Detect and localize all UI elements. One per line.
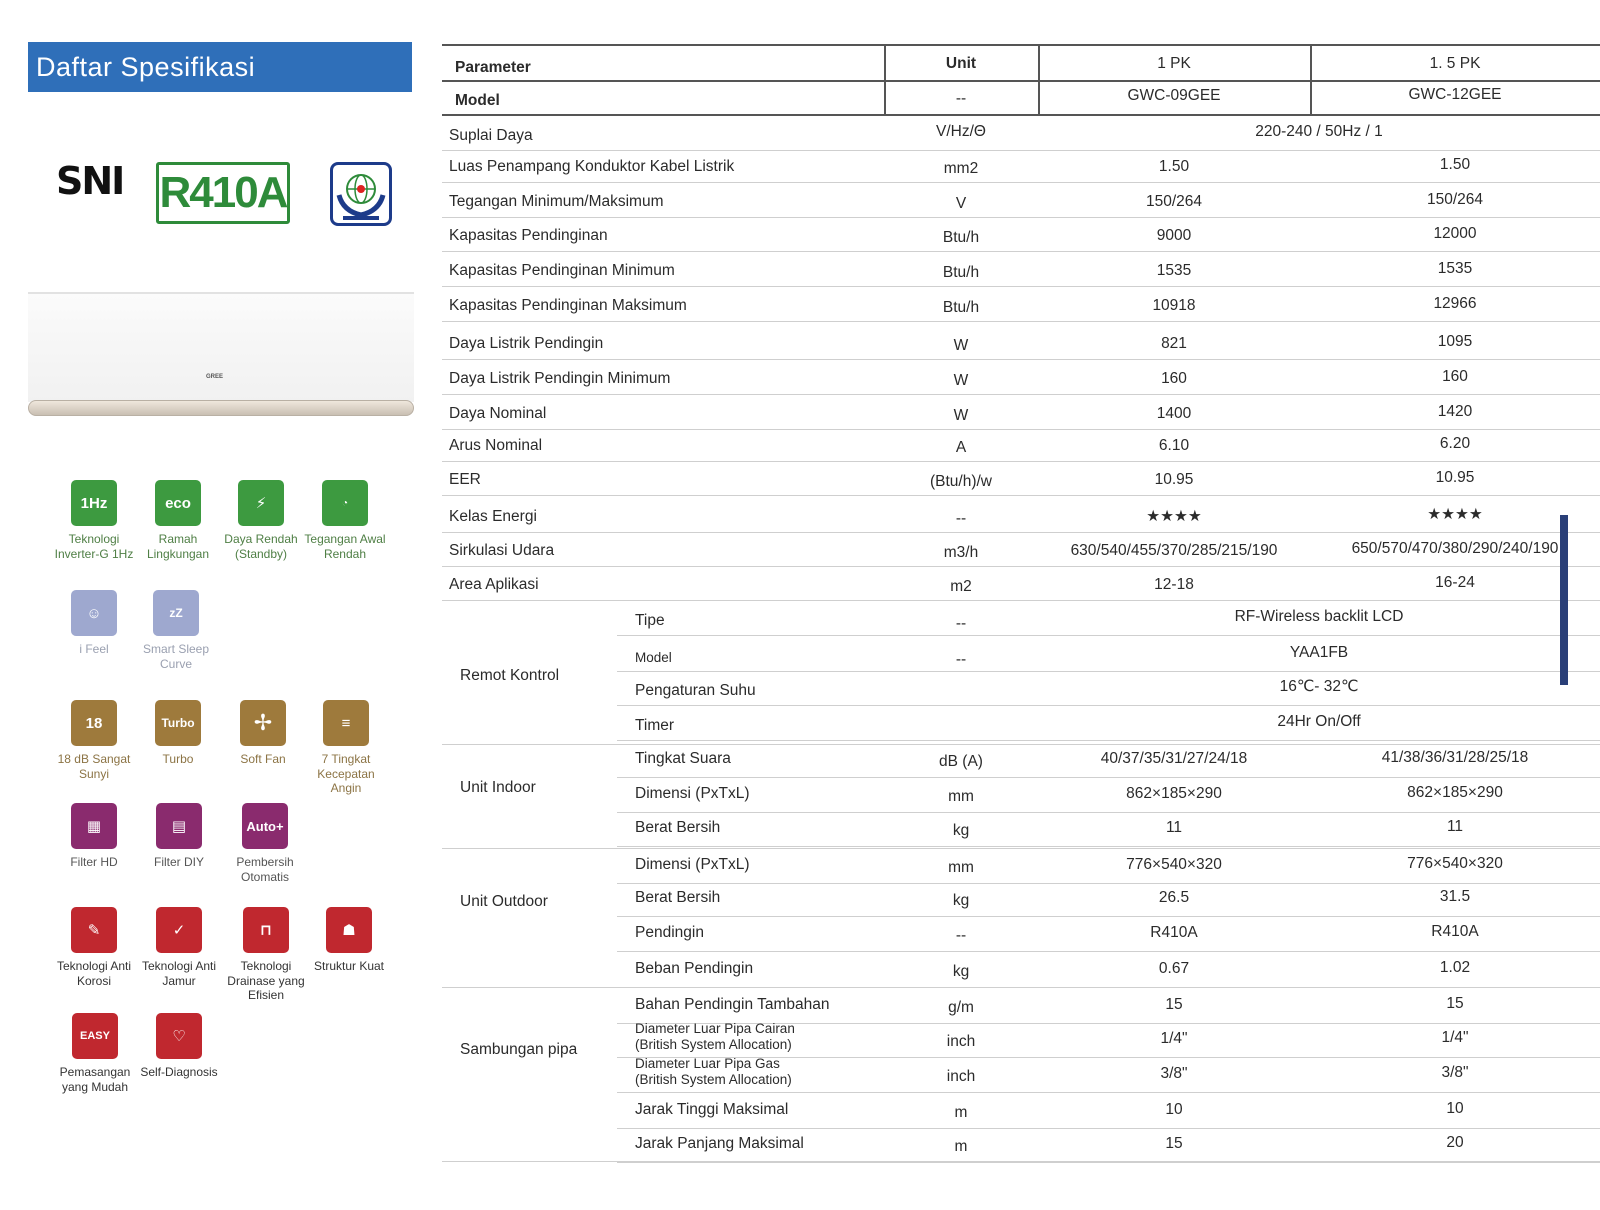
group-remote: Remot Kontrol	[460, 667, 560, 684]
feature-auto-clean: Auto+ Pembersih Otomatis	[223, 803, 307, 884]
spec-table: Parameter Unit 1 PK 1. 5 PK Model -- GWC-09GEE GWC-12GEE Suplai Daya V/Hz/Θ 220-240 / 50Hz / 1 Luas Penampang Konduktor Kabel Listrik mm2 1.50 1.50 Tegangan Minimum/Maksimum V 150/264 150/264 Kapasitas Pendinginan Btu/h 9000 12000 Kapasitas Pendinginan Minimum Btu/h 1535 1535 Kapasitas Pendinginan Maksimum Btu/h 10918 12966 Daya Listrik Pendingin W 821 1095 Daya Listrik Pendingin Minimum W 160 160 Daya Nominal W 1400 1420 Arus Nominal A 6.10 6.20 EER (Btu/h)/w 10.95 10.95 Kelas Energi -- ★★★★ ★★★★ Sirkulasi Udara m3/h 630/540/455/370/285/215/190 650/570/470/380/290/240/190 Area Aplikasi m2 12-18 16-24 Remot Kontrol Unit Indoor Unit Outdoor Sambungan pipa Tipe -- RF-Wireless backlit LCD Model -- YAA1FB Pengaturan Suhu 16℃- 32℃ Timer 24Hr On/Off Tingkat Suara dB (A) 40/37/35/31/27/24/18 41/38/36/31/28/25/18 Dimensi (PxTxL) mm 862×185×290 862×185×290 Berat Bersih kg 11 11 Dimensi (PxTxL) mm 776×540×320 776×540×320 Berat Bersih kg 26.5 31.5 Pendingin -- R410A R410A Beban Pendingin kg 0.67 1.02 Bahan Pendingin Tambahan g/m 15 15 Diameter Luar Pipa Cairan (British System Allocation) inch 1/4" 1/4" Diameter Luar Pipa Gas (British System Allocation) inch 3/8" 3/8" Jarak Tinggi Maksimal m 10 10 Jarak Panjang Maksimal m 15 20	[442, 44, 1600, 1174]
row-label: Arus Nominal	[449, 437, 543, 454]
row-value-1pk: 10.95	[1154, 471, 1194, 488]
row-value-1-5pk: 1535	[1437, 260, 1473, 277]
supply-value: 220-240 / 50Hz / 1	[1255, 123, 1383, 140]
row-value-1-5pk: 31.5	[1439, 888, 1471, 905]
row-unit: W	[953, 372, 969, 389]
row-value-1-5pk: 3/8"	[1441, 1064, 1469, 1081]
page-title: Daftar Spesifikasi	[28, 42, 412, 92]
globe-hands-logo	[330, 162, 392, 226]
remote-row-label: Timer	[635, 717, 675, 734]
row-value-1-5pk: 15	[1446, 995, 1464, 1012]
remote-ifeel-icon: ☺	[71, 590, 117, 636]
row-label: Tegangan Minimum/Maksimum	[449, 193, 664, 210]
row-value-1pk: 6.10	[1158, 437, 1190, 454]
row-unit: m2	[950, 578, 972, 595]
feature-anti-fungus: ✓ Teknologi Anti Jamur	[137, 907, 221, 988]
row-value-1pk: R410A	[1150, 924, 1198, 941]
header-unit: Unit	[945, 55, 977, 72]
row-label: Area Aplikasi	[449, 576, 539, 593]
row-value-1-5pk: 150/264	[1426, 191, 1484, 208]
row-unit: Btu/h	[942, 264, 980, 281]
row-value-1-5pk: 12966	[1433, 295, 1477, 312]
easy-install-icon: EASY	[72, 1013, 118, 1059]
row-unit: kg	[952, 822, 970, 839]
row-value-1-5pk: 776×540×320	[1407, 855, 1503, 872]
row-unit: dB (A)	[939, 753, 983, 770]
row-label: Sirkulasi Udara	[449, 542, 555, 559]
remote-row-value: RF-Wireless backlit LCD	[1234, 608, 1404, 625]
row-label: Jarak Tinggi Maksimal	[635, 1101, 789, 1118]
fan-icon: ✢	[240, 700, 286, 746]
row-label: Kapasitas Pendinginan Minimum	[449, 262, 675, 279]
feature-quiet: 18 18 dB Sangat Sunyi	[52, 700, 136, 781]
row-value-1pk: 15	[1165, 996, 1183, 1013]
eco-icon: eco	[155, 480, 201, 526]
row-label: Luas Penampang Konduktor Kabel Listrik	[449, 158, 735, 175]
row-value-1-5pk: 650/570/470/380/290/240/190	[1351, 540, 1559, 557]
row-value-1-5pk: 16-24	[1435, 574, 1475, 591]
feature-low-voltage: ◔ Tegangan Awal Rendah	[303, 480, 387, 561]
row-value-1pk: 40/37/35/31/27/24/18	[1100, 750, 1248, 767]
sleep-icon: zZ	[153, 590, 199, 636]
row-unit: mm	[948, 859, 974, 876]
row-value-1-5pk: 1/4"	[1441, 1029, 1469, 1046]
row-unit: A	[955, 439, 967, 456]
feature-easy-install: EASY Pemasangan yang Mudah	[53, 1013, 137, 1094]
row-unit: mm	[948, 788, 974, 805]
row-value-1pk: 1535	[1156, 262, 1192, 279]
row-label: Kelas Energi	[449, 508, 537, 525]
row-value-1-5pk: 1095	[1437, 333, 1473, 350]
quiet-18db-icon: 18	[71, 700, 117, 746]
row-value-1-5pk: 6.20	[1439, 435, 1471, 452]
row-value-1pk: 1/4"	[1160, 1030, 1188, 1047]
group-indoor: Unit Indoor	[460, 779, 536, 796]
row-value-1pk: 630/540/455/370/285/215/190	[1070, 542, 1278, 559]
row-value-1pk: 11	[1165, 819, 1183, 836]
row-unit: inch	[946, 1068, 976, 1085]
strong-man-icon: ☗	[326, 907, 372, 953]
fan-speed-icon: ≡	[323, 700, 369, 746]
model-1pk: GWC-09GEE	[1127, 87, 1221, 104]
header-parameter: Parameter	[455, 59, 531, 76]
row-value-1-5pk: 10.95	[1435, 469, 1475, 486]
row-unit: mm2	[943, 160, 979, 177]
feature-filter-hd: ▦ Filter HD	[52, 803, 136, 870]
row-value-1pk: 9000	[1156, 227, 1192, 244]
feature-sleep: zZ Smart Sleep Curve	[134, 590, 218, 671]
row-label-sub: (British System Allocation)	[635, 1037, 792, 1052]
row-value-1pk: 1400	[1156, 405, 1192, 422]
row-value-1-5pk: 862×185×290	[1407, 784, 1503, 801]
gauge-low-icon: ◔	[322, 480, 368, 526]
row-unit: --	[955, 927, 967, 944]
row-value-1-5pk: 12000	[1433, 225, 1477, 242]
auto-clean-icon: Auto+	[242, 803, 288, 849]
row-unit: Btu/h	[942, 229, 980, 246]
header-1pk: 1 PK	[1157, 55, 1191, 72]
feature-fan-speed: ≡ 7 Tingkat Kecepatan Angin	[304, 700, 388, 796]
feature-strong: ☗ Struktur Kuat	[307, 907, 391, 974]
row-label: Pendingin	[635, 924, 704, 941]
row-label: EER	[449, 471, 481, 488]
row-unit: --	[955, 510, 967, 527]
row-unit: W	[953, 337, 969, 354]
row-label: Dimensi (PxTxL)	[635, 785, 750, 802]
row-label: Diameter Luar Pipa Cairan	[635, 1021, 795, 1036]
feature-soft-fan: ✢ Soft Fan	[221, 700, 305, 767]
row-label: Daya Nominal	[449, 405, 547, 422]
left-panel	[0, 0, 430, 1210]
row-label: Dimensi (PxTxL)	[635, 856, 750, 873]
row-unit: V	[955, 195, 967, 212]
feature-drainage: ⊓ Teknologi Drainase yang Efisien	[224, 907, 308, 1003]
row-unit: inch	[946, 1033, 976, 1050]
row-label: Kapasitas Pendinginan	[449, 227, 608, 244]
row-value-1-5pk: ★★★★	[1427, 506, 1483, 523]
sni-logo: SNI	[56, 159, 124, 203]
row-unit: g/m	[948, 999, 974, 1016]
row-value-1-5pk: 11	[1446, 818, 1464, 835]
remote-row-label: Pengaturan Suhu	[635, 682, 756, 699]
row-label: Beban Pendingin	[635, 960, 754, 977]
1hz-icon: 1Hz	[71, 480, 117, 526]
group-pipe: Sambungan pipa	[460, 1041, 578, 1058]
row-label: Berat Bersih	[635, 889, 721, 906]
row-value-1pk: 862×185×290	[1126, 785, 1222, 802]
row-value-1-5pk: 20	[1446, 1134, 1464, 1151]
header-1-5pk: 1. 5 PK	[1429, 55, 1481, 72]
row-label: Berat Bersih	[635, 819, 721, 836]
row-value-1-5pk: 10	[1446, 1100, 1464, 1117]
row-label: Suplai Daya	[449, 127, 533, 144]
row-unit: Btu/h	[942, 299, 980, 316]
row-value-1-5pk: 1420	[1437, 403, 1473, 420]
remote-row-value: YAA1FB	[1289, 644, 1349, 661]
row-label-sub: (British System Allocation)	[635, 1072, 792, 1087]
row-unit: m3/h	[943, 544, 979, 561]
remote-row-value: 16℃- 32℃	[1279, 678, 1359, 695]
row-value-1pk: 160	[1161, 370, 1187, 387]
row-unit: (Btu/h)/w	[929, 473, 992, 490]
air-conditioner-image: GREE	[28, 292, 414, 420]
row-value-1pk: 776×540×320	[1126, 856, 1222, 873]
row-value-1pk: 10918	[1152, 297, 1196, 314]
group-outdoor: Unit Outdoor	[460, 893, 548, 910]
remote-row-label: Model	[635, 650, 672, 665]
feature-filter-diy: ▤ Filter DIY	[137, 803, 221, 870]
feature-anti-corrosion: ✎ Teknologi Anti Korosi	[52, 907, 136, 988]
row-label: Kapasitas Pendinginan Maksimum	[449, 297, 687, 314]
feature-standby: ⚡ Daya Rendah (Standby)	[219, 480, 303, 561]
model-label: Model	[455, 92, 500, 109]
row-value-1-5pk: 1.02	[1439, 959, 1471, 976]
row-unit: m	[954, 1138, 968, 1155]
drain-icon: ⊓	[243, 907, 289, 953]
row-label: Bahan Pendingin Tambahan	[635, 996, 830, 1013]
filter-diy-icon: ▤	[156, 803, 202, 849]
row-value-1pk: 150/264	[1145, 193, 1203, 210]
row-value-1pk: 3/8"	[1160, 1065, 1188, 1082]
row-value-1-5pk: 41/38/36/31/28/25/18	[1381, 749, 1529, 766]
row-label: Daya Listrik Pendingin	[449, 335, 604, 352]
remote-row-label: Tipe	[635, 612, 665, 629]
turbo-icon: Turbo	[155, 700, 201, 746]
row-label: Tingkat Suara	[635, 750, 731, 767]
row-value-1pk: 26.5	[1158, 889, 1190, 906]
row-value-1pk: 0.67	[1158, 960, 1190, 977]
feature-self-diagnosis: ♡ Self-Diagnosis	[137, 1013, 221, 1080]
remote-row-unit: --	[955, 615, 967, 632]
row-value-1-5pk: R410A	[1431, 923, 1479, 940]
row-value-1pk: 12-18	[1154, 576, 1194, 593]
row-value-1pk: ★★★★	[1146, 508, 1202, 525]
row-unit: kg	[952, 963, 970, 980]
feature-ifeel: ☺ i Feel	[52, 590, 136, 657]
shield-icon: ✓	[156, 907, 202, 953]
feature-eco: eco Ramah Lingkungan	[136, 480, 220, 561]
stethoscope-icon: ♡	[156, 1013, 202, 1059]
model-1-5pk: GWC-12GEE	[1408, 86, 1502, 103]
remote-row-value: 24Hr On/Off	[1277, 713, 1361, 730]
row-unit: kg	[952, 892, 970, 909]
filter-icon: ▦	[71, 803, 117, 849]
row-label: Daya Listrik Pendingin Minimum	[449, 370, 671, 387]
row-value-1pk: 821	[1161, 335, 1187, 352]
r410a-logo: R410A	[156, 162, 290, 224]
row-label: Jarak Panjang Maksimal	[635, 1135, 804, 1152]
row-unit: m	[954, 1104, 968, 1121]
row-label: Diameter Luar Pipa Gas	[635, 1056, 780, 1071]
row-value-1pk: 10	[1165, 1101, 1183, 1118]
row-value-1-5pk: 1.50	[1439, 156, 1471, 173]
feature-inverter: 1Hz Teknologi Inverter-G 1Hz	[52, 480, 136, 561]
edge-mark	[1560, 515, 1568, 685]
row-unit: W	[953, 407, 969, 424]
row-value-1-5pk: 160	[1442, 368, 1468, 385]
row-value-1pk: 15	[1165, 1135, 1183, 1152]
plug-icon: ⚡	[238, 480, 284, 526]
spray-icon: ✎	[71, 907, 117, 953]
remote-row-unit: --	[955, 651, 967, 668]
feature-turbo: Turbo Turbo	[136, 700, 220, 767]
row-value-1pk: 1.50	[1158, 158, 1190, 175]
